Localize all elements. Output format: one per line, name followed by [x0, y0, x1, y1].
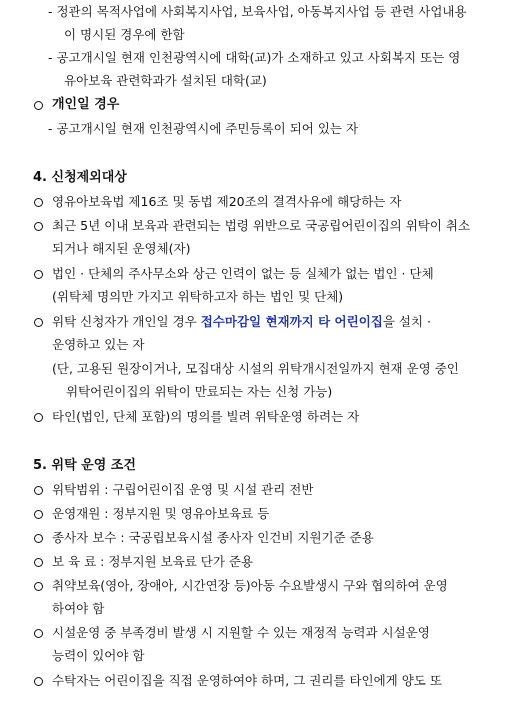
section-4-item-4-line-2: 운영하고 있는 자	[52, 337, 145, 352]
individual-item: - 공고개시일 현재 인천광역시에 주민등록이 되어 있는 자	[48, 121, 359, 136]
section-4-item-4-line-1	[52, 314, 431, 330]
item-4-text-pre: 위탁 신청자가 개인일 경우	[52, 314, 201, 329]
intro-item-1-line-1: - 정관의 목적사업에 사회복지사업, 보육사업, 아동복지사업 등 관련 사업내용	[48, 4, 467, 19]
item-4-text-post: 을 설치 ·	[382, 314, 431, 329]
circle-bullet-icon	[34, 413, 43, 422]
section-4-title: 4. 신청제외대상	[33, 170, 127, 185]
section-5-item-7-line-1: 수탁자는 어린이집을 직접 운영하여야 하며, 그 권리를 타인에게 양도 또	[52, 673, 442, 688]
circle-bullet-icon	[34, 582, 43, 591]
section-5-item-3: 종사자 보수 : 국공립보육시설 종사자 인건비 지원기준 준용	[52, 530, 374, 545]
section-5-item-1: 위탁범위 : 구립어린이집 운영 및 시설 관리 전반	[52, 482, 314, 497]
circle-bullet-icon	[34, 677, 43, 686]
circle-bullet-icon	[34, 534, 43, 543]
circle-bullet-icon	[34, 510, 43, 519]
intro-item-2-line-1: - 공고개시일 현재 인천광역시에 대학(교)가 소재하고 있고 사회복지 또는 영	[48, 50, 461, 65]
section-5-item-5-line-1: 취약보육(영아, 장애아, 시간연장 등)아동 수요발생시 구와 협의하여 운영	[52, 578, 448, 593]
section-5-item-5-line-2: 하여야 함	[52, 601, 105, 616]
individual-title: 개인일 경우	[52, 97, 120, 112]
intro-item-2-line-2: 유아보육 관련학과가 설치된 대학(교)	[64, 73, 267, 88]
section-5-item-6-line-2: 능력이 있어야 함	[52, 648, 145, 663]
circle-bullet-icon	[34, 486, 43, 495]
circle-bullet-icon	[34, 270, 43, 279]
circle-bullet-icon	[34, 101, 43, 110]
circle-bullet-icon	[34, 629, 43, 638]
circle-bullet-icon	[34, 558, 43, 567]
circle-bullet-icon	[34, 198, 43, 207]
circle-bullet-icon	[34, 318, 43, 327]
section-4-item-5: 타인(법인, 단체 포함)의 명의를 빌려 위탁운영 하려는 자	[52, 409, 360, 424]
item-4-emphasis: 접수마감일 현재까지 타 어린이집	[200, 314, 383, 329]
section-5-item-6-line-1: 시설운영 중 부족경비 발생 시 지원할 수 있는 재정적 능력과 시설운영	[52, 625, 430, 640]
section-4-item-2-line-2: 되거나 해지된 운영체(자)	[52, 241, 191, 256]
section-5-item-2: 운영재원 : 정부지원 및 영유아보육료 등	[52, 506, 270, 521]
section-5-title: 5. 위탁 운영 조건	[33, 458, 136, 473]
section-4-item-1: 영유아보육법 제16조 및 동법 제20조의 결격사유에 해당하는 자	[52, 194, 402, 209]
section-4-item-3-line-1: 법인 · 단체의 주사무소와 상근 인력이 없는 등 실체가 없는 법인 · 단체	[52, 266, 434, 281]
section-4-item-4-line-4: 위탁어린이집의 위탁이 만료되는 자는 신청 가능)	[66, 384, 333, 399]
circle-bullet-icon	[34, 222, 43, 231]
intro-item-1-line-2: 이 명시된 경우에 한함	[64, 27, 185, 42]
section-4-item-4-line-3: (단, 고용된 원장이거나, 모집대상 시설의 위탁개시전일까지 현재 운영 중인	[52, 361, 459, 376]
section-5-item-4: 보 육 료 : 정부지원 보육료 단가 준용	[52, 554, 254, 569]
section-4-item-2-line-1: 최근 5년 이내 보육과 관련되는 법령 위반으로 국공립어린이집의 위탁이 취소	[52, 218, 471, 233]
section-4-item-3-line-2: (위탁체 명의만 가지고 위탁하고자 하는 법인 및 단체)	[52, 289, 344, 304]
